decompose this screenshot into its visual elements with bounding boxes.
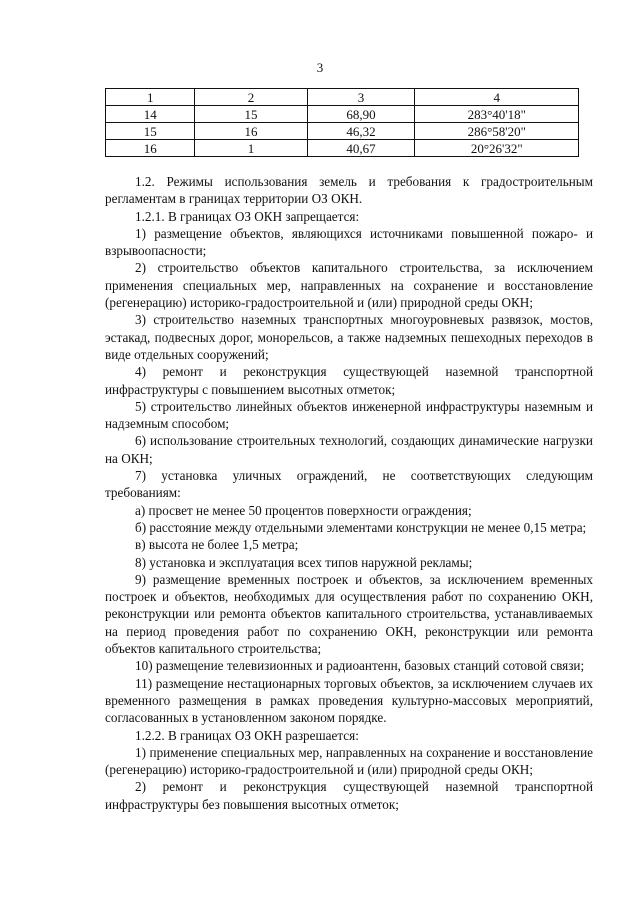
table-cell: 1 [195,140,307,157]
list-item: 6) использование строительных технологий, создающих динамические нагрузки на ОКН; [105,433,593,466]
table-header-cell: 2 [195,89,307,106]
subsection-heading: 1.2.2. В границах ОЗ ОКН разрешается: [135,727,359,743]
list-item: 1) размещение объектов, являющихся источниками повышенной пожаро- и взрывоопасности; [105,225,593,259]
table-cell: 68,90 [307,106,415,123]
table-cell: 283°40'18" [415,106,579,123]
list-item: 8) установка и эксплуатация всех типов наружной рекламы; [135,554,473,570]
list-item: 3) строительство наземных транспортных многоуровневых развязок, мостов, эстакад, подвесных дорог, монорельсов, а также надземных пешеходных переходов в виде отдельных сооружений; [105,312,593,362]
table-cell: 46,32 [307,123,415,140]
list-item: 7) установка уличных ограждений, не соответствующих следующим требованиям: [105,468,593,501]
sub-list-item: в) высота не более 1,5 метра; [135,537,299,553]
subsection-heading: 1.2.1. В границах ОЗ ОКН запрещается: [135,208,360,224]
table-cell: 15 [106,123,195,140]
table-cell: 286°58'20" [415,123,579,140]
list-item: 5) строительство линейных объектов инженерной инфраструктуры наземным и надземным способом; [105,398,593,432]
page-number: 3 [316,60,324,75]
table-header-cell: 1 [106,89,195,106]
list-item: 2) строительство объектов капитального строительства, за исключением применения специальных мер, направленных на сохранение и восстановление (регенерацию) историко-градостроительной и (или) природной среды ОКН; [105,260,593,311]
table-cell: 14 [106,106,195,123]
sub-list-item: б) расстояние между отдельными элементами конструкции не менее 0,15 метра; [135,519,587,535]
section-heading: 1.2. Режимы использования земель и требования к градостроительным регламентам в границах территории ОЗ ОКН. [105,174,593,207]
table-row [106,123,579,140]
sub-list-item: а) просвет не менее 50 процентов поверхности ограждения; [135,502,472,518]
table-cell: 16 [195,123,307,140]
coordinates-table [105,88,579,157]
list-item: 10) размещение телевизионных и радиоантенн, базовых станций сотовой связи; [135,658,585,674]
list-item: 4) ремонт и реконструкция существующей наземной транспортной инфраструктуры с повышением высотных отметок; [105,364,593,397]
list-item: 2) ремонт и реконструкция существующей наземной транспортной инфраструктуры без повышения высотных отметок; [105,779,593,812]
list-item: 11) размещение нестационарных торговых объектов, за исключением случаев их временного размещения в рамках проведения культурно-массовых мероприятий, согласованных в установленном законом порядке. [105,675,593,726]
table-cell: 20°26'32" [415,140,579,157]
table-cell: 16 [106,140,195,157]
table-header-cell: 4 [415,89,579,106]
table-row [106,140,579,157]
table-header-row [106,89,579,106]
list-item: 1) применение специальных мер, направленных на сохранение и восстановление (регенерацию) историко-градостроительной и (или) природной среды ОКН; [105,744,593,778]
table-cell: 15 [195,106,307,123]
body-text [105,173,593,813]
table-cell: 40,67 [307,140,415,157]
list-item: 9) размещение временных построек и объектов, за исключением временных построек и объектов, необходимых для осуществления работ по сохранению ОКН, реконструкции или ремонта объектов капитального строительства, устанавливаемых на период проведения работ по сохранению ОКН, реконструкции или ремонта объектов капитального строительства; [105,571,593,657]
table-row [106,106,579,123]
table-header-cell: 3 [307,89,415,106]
